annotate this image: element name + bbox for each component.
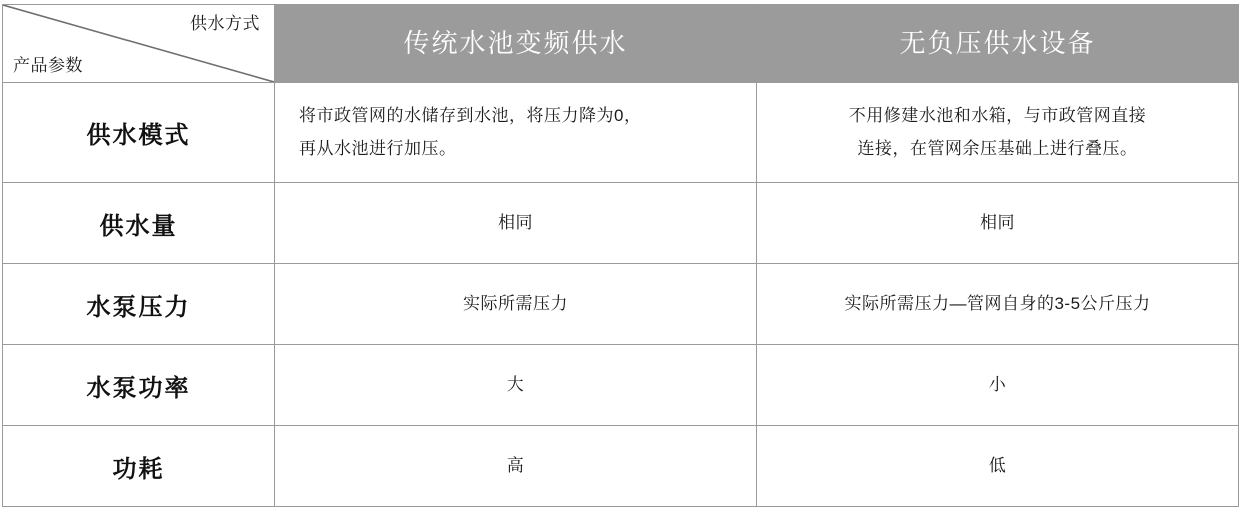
column-header-nonnegative (757, 5, 1239, 83)
table-row (3, 183, 1239, 264)
cell-nonnegative-value: 小 (757, 345, 1239, 426)
corner-label-product-param: 产品参数 (13, 56, 83, 75)
cell-traditional-value: 大 (275, 345, 757, 426)
param-label: 水泵功率 (3, 345, 275, 426)
param-label: 供水模式 (3, 83, 275, 183)
cell-line: 再从水池进行加压。 (299, 138, 457, 158)
table-header-row (3, 5, 1239, 83)
column-header-traditional-label: 传统水池变频供水 (403, 27, 628, 58)
cell-traditional-value: 实际所需压力 (275, 264, 757, 345)
cell-traditional-value (275, 83, 757, 183)
cell-line: 将市政管网的水储存到水池，将压力降为0， (299, 106, 642, 126)
param-label: 功耗 (3, 426, 275, 507)
table-row (3, 83, 1239, 183)
param-label: 水泵压力 (3, 264, 275, 345)
cell-line: 不用修建水池和水箱，与市政管网直接 (848, 106, 1147, 126)
cell-nonnegative-value: 低 (757, 426, 1239, 507)
comparison-table (2, 4, 1239, 507)
corner-label-supply-method: 供水方式 (190, 14, 260, 33)
corner-header-cell (3, 5, 275, 83)
cell-nonnegative-value: 相同 (757, 183, 1239, 264)
cell-traditional-value: 相同 (275, 183, 757, 264)
cell-nonnegative-value (757, 83, 1239, 183)
column-header-nonnegative-label: 无负压供水设备 (899, 27, 1096, 58)
table-row (3, 264, 1239, 345)
cell-traditional-value: 高 (275, 426, 757, 507)
table-row (3, 345, 1239, 426)
param-label: 供水量 (3, 183, 275, 264)
column-header-traditional (275, 5, 757, 83)
cell-line: 连接，在管网余压基础上进行叠压。 (857, 138, 1138, 158)
table-row (3, 426, 1239, 507)
cell-nonnegative-value: 实际所需压力—管网自身的3-5公斤压力 (757, 264, 1239, 345)
